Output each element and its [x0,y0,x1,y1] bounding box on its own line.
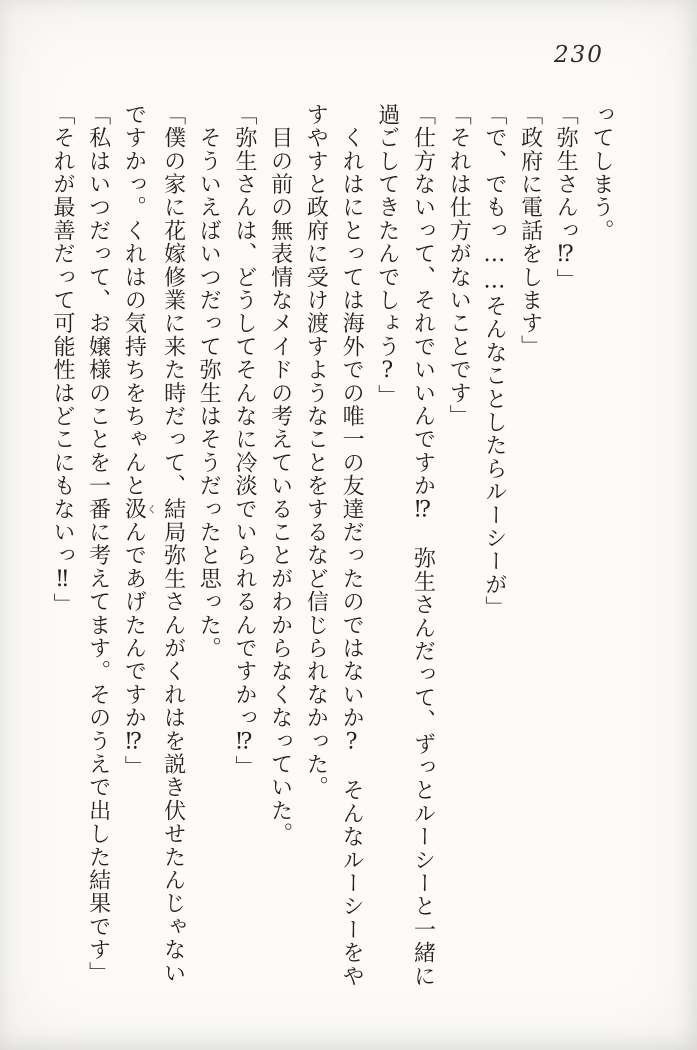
text-line: そういえばいつだって弥生はそうだったと思った。 [196,103,222,660]
text-line: 「弥生さんは、どうしてそんなに冷淡でいられるんですかっ⁉」 [231,103,257,779]
text-line: 「で、でもっ……そんなことしたらルーシーが」 [481,103,507,620]
ruby-furigana: く [144,497,156,521]
ruby-base: 汲 [121,497,147,521]
text-line: 「それは仕方がないことです」 [446,103,472,428]
text-line: 「政府に電話をします」 [517,103,543,359]
text-line: ってしまう。 [589,103,614,243]
text-line: 目の前の無表情なメイドの考えていることがわからなくなっていた。 [267,103,293,846]
page-number: 230 [554,42,604,68]
text-line: 「仕方ないって、それでいいんですか⁉ 弥生さんだって、ずっとルーシーと一緒に [410,103,436,988]
text-line: 「私はいつだって、お嬢様のことを一番に考えてます。そのうえで出した結果です」 [85,103,111,985]
text-line-with-ruby [116,103,155,1003]
text-line: 「僕の家に花嫁修業に来た時だって、結局弥生さんがくれはを説き伏せたんじゃない [160,103,186,985]
text-segment: ですかっ。くれはの気持ちをちゃんと [121,103,147,498]
text-line: 「弥生さんっ⁉」 [553,103,579,292]
text-line: 過ごしてきたんでしょう?」 [374,103,400,408]
ruby-annotation [121,497,156,521]
text-line: すやすと政府に受け渡すようなことをするなど信じられなかった。 [303,103,329,799]
text-segment: んであげたんですか⁉」 [121,520,147,779]
text-block [44,103,619,1003]
text-line: くれはにとっては海外での唯一の友達だったのではないか? そんなルーシーをや [339,103,365,988]
text-line: 「それが最善だって可能性はどこにもないっ‼」 [49,103,75,617]
